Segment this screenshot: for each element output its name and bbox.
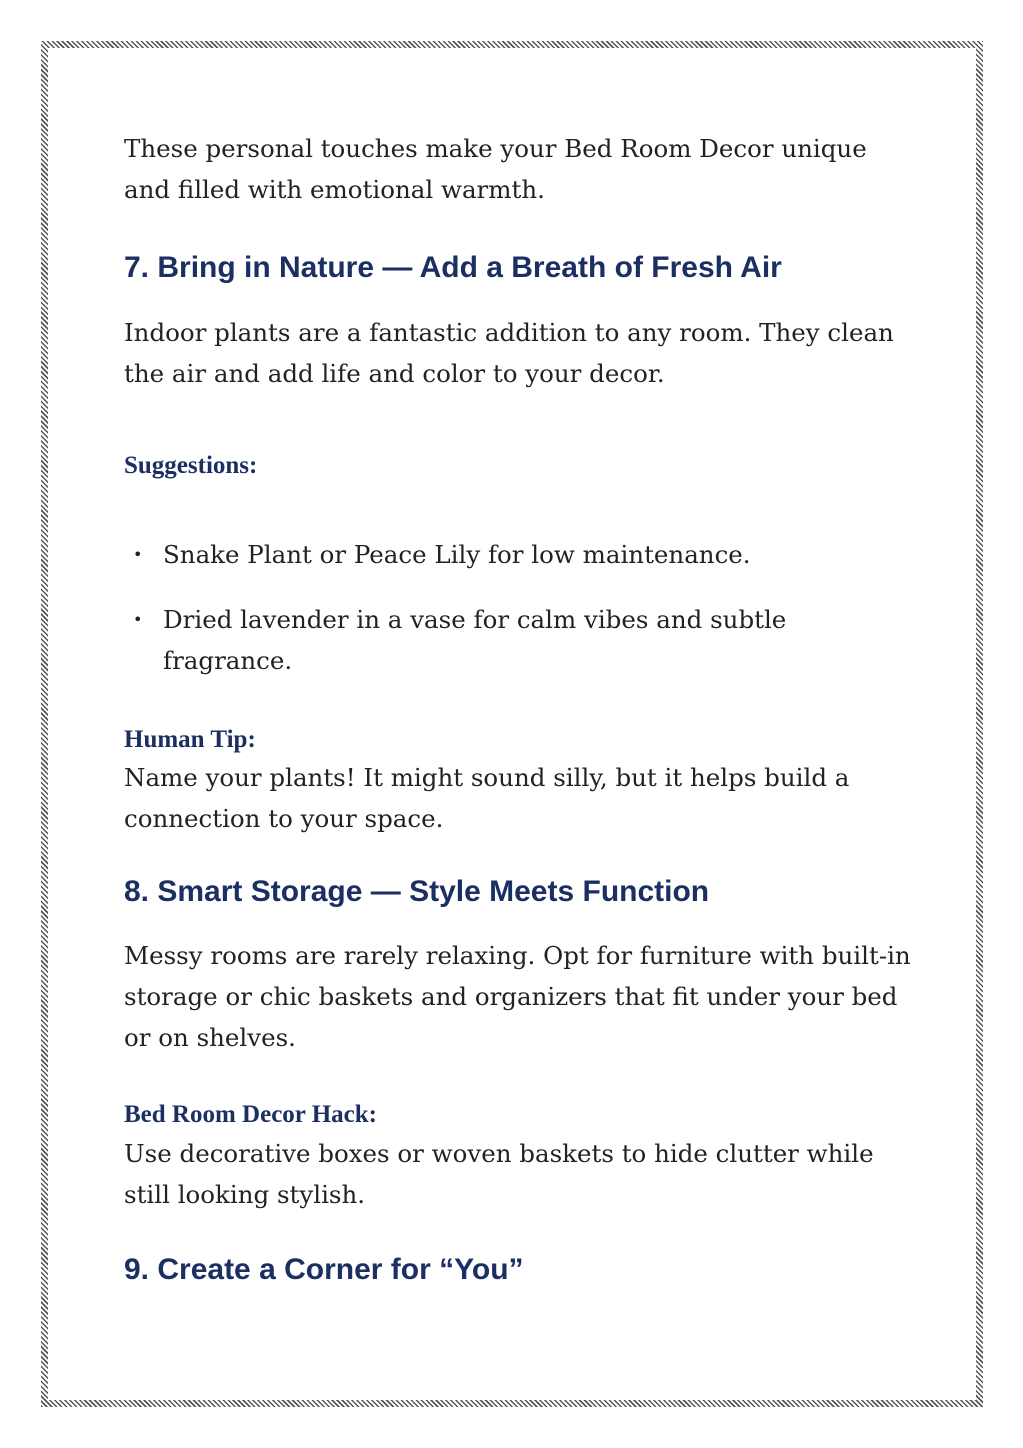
section-7-heading: 7. Bring in Nature — Add a Breath of Fresh Air: [124, 251, 782, 284]
suggestions-list: [124, 534, 914, 681]
intro-paragraph: These personal touches make your Bed Room Decor unique and filled with emotional warmth.: [124, 134, 867, 204]
section-8-paragraph: Messy rooms are rarely relaxing. Opt for furniture with built-in storage or chic baskets and organizers that fit under your bed or on shelves.: [124, 941, 911, 1052]
suggestions-heading: Suggestions:: [124, 452, 258, 479]
section-9-heading: 9. Create a Corner for “You”: [124, 1253, 524, 1286]
list-item: [124, 599, 914, 681]
hack-heading: Bed Room Decor Hack:: [124, 1101, 377, 1128]
document-body: [124, 128, 914, 1288]
section-8-heading: 8. Smart Storage — Style Meets Function: [124, 875, 710, 908]
human-tip-text: Name your plants! It might sound silly, but it helps build a connection to your space.: [124, 763, 850, 833]
list-item-text: Snake Plant or Peace Lily for low maintenance.: [163, 540, 751, 569]
section-7-paragraph: Indoor plants are a fantastic addition to any room. They clean the air and add life and color to your decor.: [124, 318, 894, 388]
hack-text: Use decorative boxes or woven baskets to hide clutter while still looking stylish.: [124, 1139, 874, 1209]
list-item-text: Dried lavender in a vase for calm vibes and subtle fragrance.: [163, 605, 787, 675]
list-item: [124, 534, 914, 575]
human-tip-heading: Human Tip:: [124, 726, 256, 753]
bullet-icon: •: [133, 545, 143, 564]
bullet-icon: •: [133, 610, 143, 629]
